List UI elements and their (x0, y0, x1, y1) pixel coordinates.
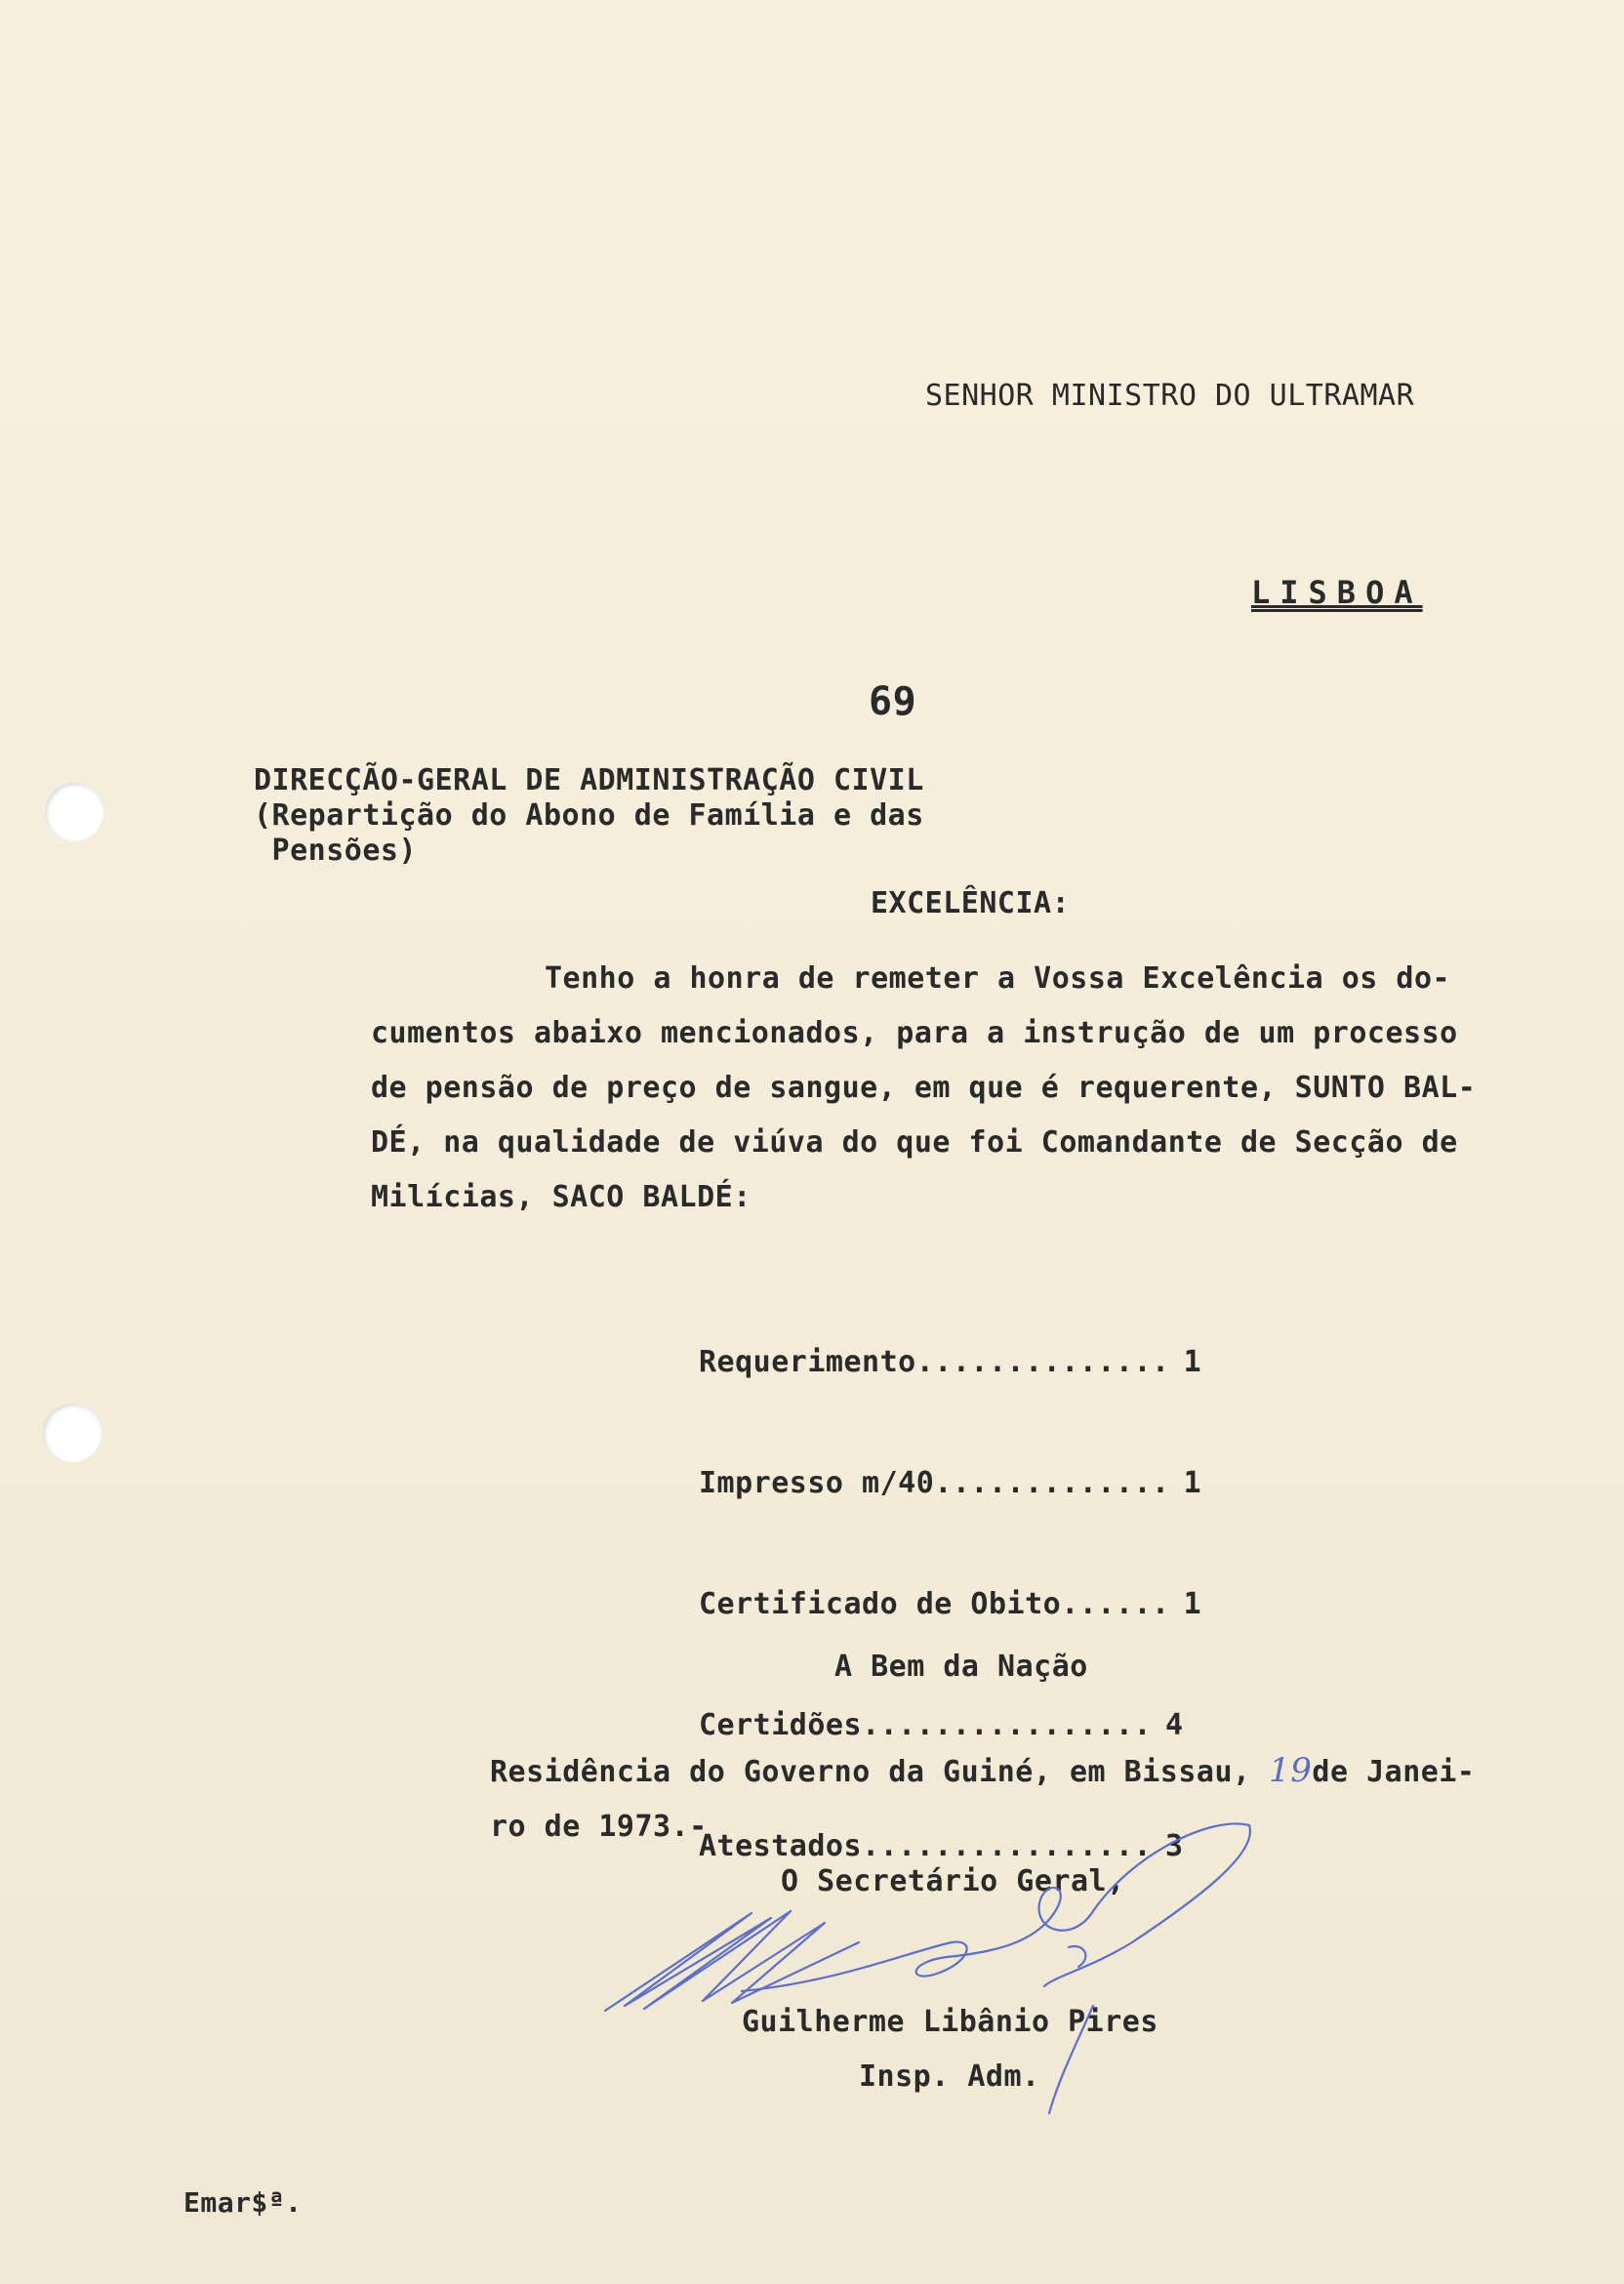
place-date-line2: ro de 1973.- (490, 1810, 708, 1844)
body-line: de pensão de preço de sangue, em que é requerente, SUNTO BAL- (371, 1071, 1477, 1105)
document-number: 69 (869, 679, 917, 724)
item-label: Atestados (699, 1829, 863, 1863)
addressee: SENHOR MINISTRO DO ULTRAMAR (925, 379, 1415, 413)
item-qty: 4 (1165, 1708, 1184, 1742)
closing-formula: A Bem da Nação (834, 1650, 1088, 1684)
item-leader: ............. (934, 1466, 1170, 1500)
list-item (699, 1345, 1201, 1398)
city: LISBOA (1251, 574, 1423, 611)
item-qty: 1 (1183, 1466, 1202, 1500)
signature-title: O Secretário Geral, (781, 1864, 1125, 1898)
salutation: EXCELÊNCIA: (871, 886, 1071, 920)
body-line: cumentos abaixo mencionados, para a instrução de um processo (371, 1016, 1458, 1050)
punch-hole (43, 1404, 102, 1462)
body-line: Milícias, SACO BALDÉ: (371, 1180, 751, 1214)
item-qty: 3 (1165, 1829, 1184, 1863)
item-qty: 1 (1183, 1345, 1202, 1379)
list-item (699, 1466, 1201, 1519)
item-label: Impresso m/40 (699, 1466, 935, 1500)
signer-name: Guilherme Libânio Pires (742, 2005, 1158, 2039)
department-block (254, 763, 924, 869)
item-qty: 1 (1183, 1587, 1202, 1621)
body-line: DÉ, na qualidade de viúva do que foi Comandante de Secção de (371, 1125, 1458, 1160)
body-line: Tenho a honra de remeter a Vossa Excelência os do- (545, 961, 1451, 996)
item-label: Certidões (699, 1708, 863, 1742)
item-label: Requerimento (699, 1345, 916, 1379)
letter-body (371, 952, 1542, 1225)
department-line: DIRECÇÃO-GERAL DE ADMINISTRAÇÃO CIVIL (254, 763, 924, 797)
item-leader: .............. (915, 1345, 1170, 1379)
item-label: Certificado de Obito (699, 1587, 1062, 1621)
handwritten-day: 19 (1269, 1751, 1313, 1790)
handwritten-signature (586, 1796, 1269, 2128)
item-leader: ................ (862, 1708, 1153, 1742)
punch-hole (45, 783, 103, 841)
reference-mark: Emar$ª. (183, 2186, 303, 2219)
place-text: Residência do Governo da Guiné, em Bissau, (490, 1755, 1270, 1789)
list-item (699, 1587, 1201, 1640)
place-text-cont: de Janei- (1312, 1755, 1476, 1789)
department-line: Pensões) (254, 834, 418, 868)
item-leader: ................ (862, 1829, 1153, 1863)
item-leader: ...... (1061, 1587, 1170, 1621)
department-line: (Repartição do Abono de Família e das (254, 798, 924, 833)
signer-rank: Insp. Adm. (859, 2060, 1040, 2094)
